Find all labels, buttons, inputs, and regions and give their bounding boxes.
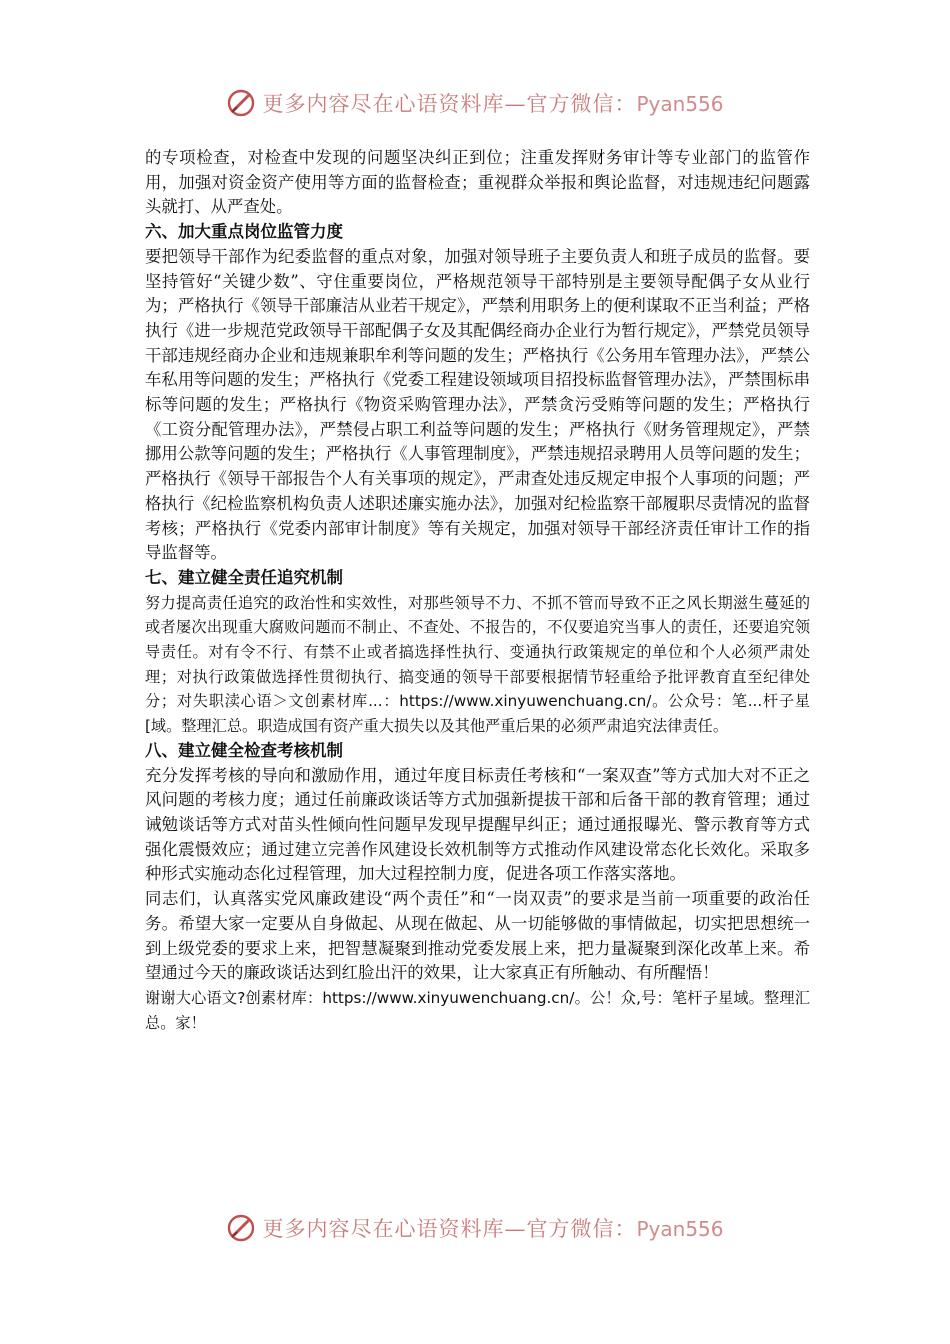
header-banner xyxy=(0,83,950,123)
paragraph: 要把领导干部作为纪委监督的重点对象，加强对领导班子主要负责人和班子成员的监督。要坚持管好“关键少数”、守住重要岗位，严格规范领导干部特别是主要领导配偶子女从业行为；严格执行《领导干部廉洁从业若干规定》，严禁利用职务上的便利谋取不正当利益；严格执行《进一步规范党政领导干部配偶子女及其配偶经商办企业行为暂行规定》，严禁党员领导干部违规经商办企业和违规兼职牟利等问题的发生；严格执行《公务用车管理办法》，严禁公车私用等问题的发生；严格执行《党委工程建设领域项目招投标监督管理办法》，严禁围标串标等问题的发生；严格执行《物资采购管理办法》，严禁贪污受贿等问题的发生；严格执行《工资分配管理办法》，严禁侵占职工利益等问题的发生；严格执行《财务管理规定》，严禁挪用公款等问题的发生；严格执行《人事管理制度》，严禁违规招录聘用人员等问题的发生；严格执行《领导干部报告个人有关事项的规定》，严肃查处违反规定申报个人事项的问题；严格执行《纪检监察机构负责人述职述廉实施办法》，加强对纪检监察干部履职尽责情况的监督考核；严格执行《党委内部审计制度》等有关规定，加强对领导干部经济责任审计工作的指导监督等。 xyxy=(145,246,810,563)
brush-logo-icon xyxy=(226,88,256,118)
paragraph: 的专项检查，对检查中发现的问题坚决纠正到位；注重发挥财务审计等专业部门的监管作用，加强对资金资产使用等方面的监督检查；重视群众举报和舆论监督，对违规违纪问题露头就打、从严查处。 xyxy=(145,148,810,217)
paragraph: 充分发挥考核的导向和激励作用，通过年度目标责任考核和“一案双查”等方式加大对不正之风问题的考核力度；通过任前廉政谈话等方式加强新提拔干部和后备干部的教育管理；通过诫勉谈话等方式对苗头性倾向性问题早发现早提醒早纠正；通过通报曝光、警示教育等方式强化震慑效应；通过建立完善作风建设长效机制等方式推动作风建设常态化长效化。采取多种形式实施动态化过程管理，加大过程控制力度，促进各项工作落实落地。 xyxy=(145,765,810,884)
footer-banner xyxy=(0,1208,950,1248)
paragraph: 努力提高责任追究的政治性和实效性，对那些领导不力、不抓不管而导致不正之风长期滋生蔓延的或者屡次出现重大腐败问题而不制止、不查处、不报告的，不仅要追究当事人的责任，还要追究领导责任。对有令不行、有禁不止或者搞选择性执行、变通执行政策规定的单位和个人必须严肃处理；对执行政策做选择性贯彻执行、搞变通的领导干部要根据情节轻重给予批评教育直至纪律处分；对失职渎心语＞文创素材库...：https://www.xinyuwenchuang.cn/。公众号：笔...杆子星[域。整理汇总。职造成国有资产重大损失以及其他严重后果的必须严肃追究法律责任。 xyxy=(145,593,810,736)
banner-text: 更多内容尽在心语资料库—官方微信：Pyan556 xyxy=(262,1217,724,1241)
wechat-id: Pyan556 xyxy=(636,1217,724,1241)
section-heading: 七、建立健全责任追究机制 xyxy=(145,567,343,587)
section-heading: 六、加大重点岗位监管力度 xyxy=(145,222,343,242)
banner-text: 更多内容尽在心语资料库—官方微信：Pyan556 xyxy=(262,92,724,116)
paragraph: 谢谢大心语文?创素材库：https://www.xinyuwenchuang.cn/。公！众,号：笔杆子星域。整理汇总。家！ xyxy=(145,988,810,1032)
brush-logo-icon xyxy=(226,1213,256,1243)
document-body xyxy=(145,146,810,1035)
paragraph: 同志们，认真落实党风廉政建设“两个责任”和“一岗双责”的要求是当前一项重要的政治任务。希望大家一定要从自身做起、从现在做起、从一切能够做的事情做起，切实把思想统一到上级党委的要求上来，把智慧凝聚到推动党委发展上来，把力量凝聚到深化改革上来。希望通过今天的廉政谈话达到红脸出汗的效果，让大家真正有所触动、有所醒悟！ xyxy=(145,889,810,983)
wechat-id: Pyan556 xyxy=(636,92,724,116)
section-heading: 八、建立健全检查考核机制 xyxy=(145,740,343,760)
